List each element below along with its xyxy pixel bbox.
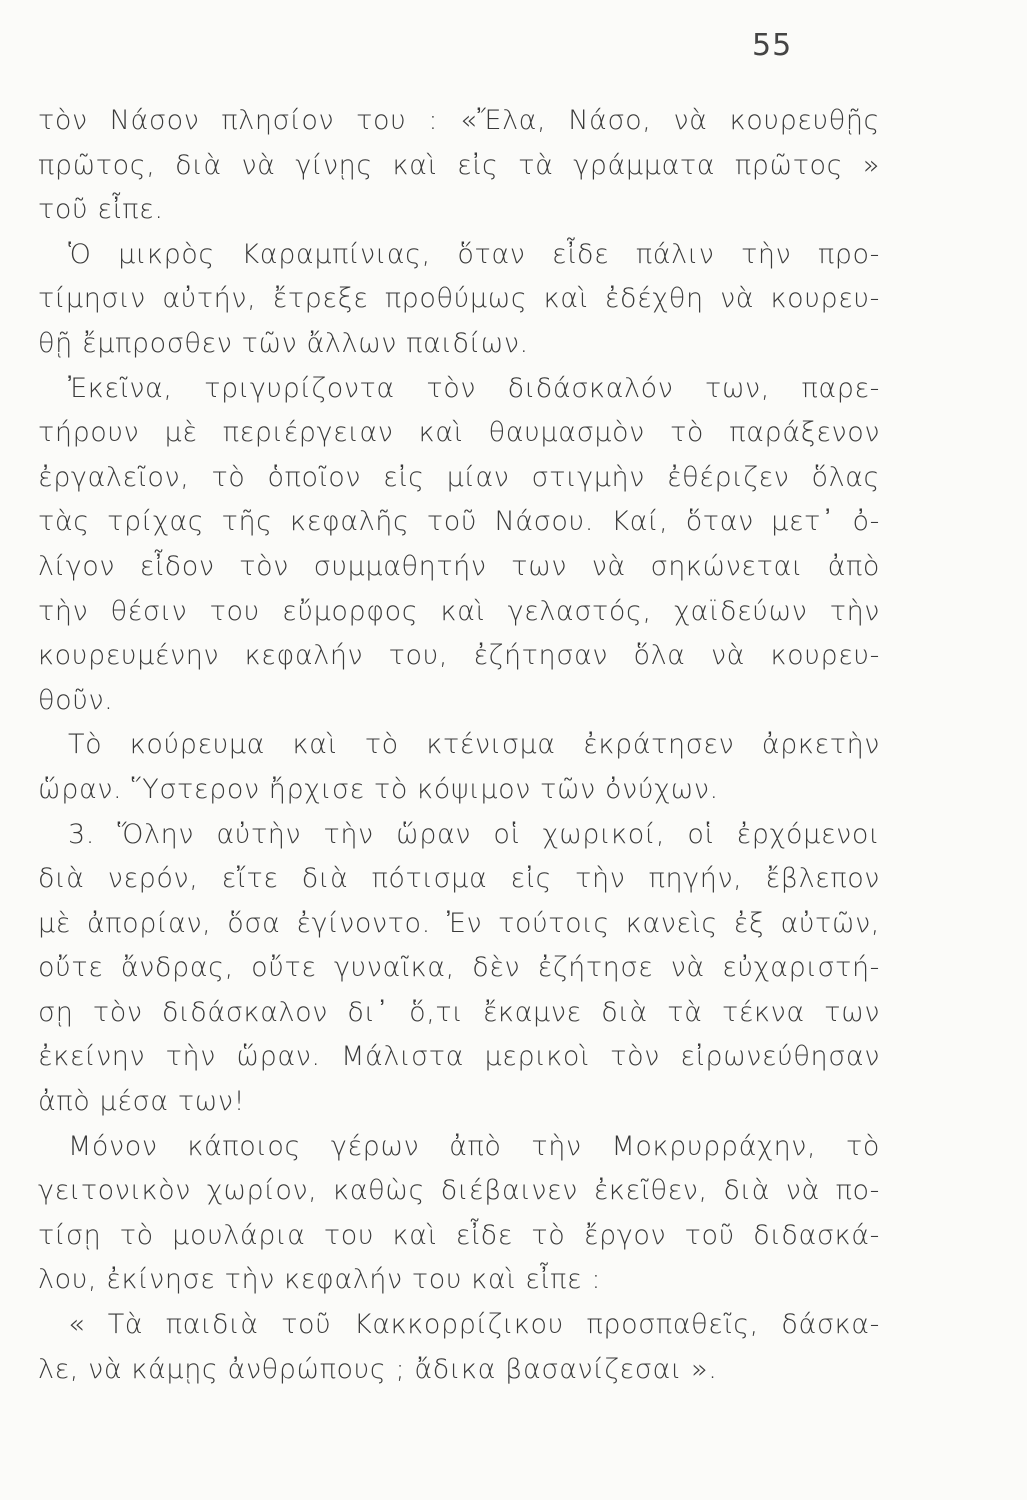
page-body-text	[38, 99, 880, 1392]
text-line: τὰς τρίχας τῆς κεφαλῆς τοῦ Νάσου. Καί, ὅταν μετ᾽ ὀ-	[38, 506, 880, 538]
text-line: τὸν Νάσον πλησίον του : «Ἔλα, Νάσο, νὰ κουρευθῇς	[38, 105, 880, 136]
text-line: τήρουν μὲ περιέργειαν καὶ θαυμασμὸν τὸ παράξενον	[38, 417, 880, 449]
text-line: Μόνον κάποιος γέρων ἀπὸ τὴν Μοκρυρράχην, τὸ	[68, 1130, 880, 1162]
page-number: 55	[752, 28, 793, 63]
text-line: θοῦν.	[38, 684, 114, 716]
text-line: τοῦ εἶπε.	[38, 194, 164, 226]
text-line: μὲ ἀπορίαν, ὅσα ἐγίνοντο. Ἐν τούτοις κανεὶς ἐξ αὐτῶν,	[38, 907, 880, 939]
text-line: τὴν θέσιν του εὔμορφος καὶ γελαστός, χαϊδεύων τὴν	[38, 595, 880, 627]
text-line: Τὸ κούρευμα καὶ τὸ κτένισμα ἐκράτησεν ἀρκετὴν	[68, 729, 880, 761]
text-line: τίσῃ τὸ μουλάρια του καὶ εἶδε τὸ ἔργον τοῦ διδασκά-	[38, 1219, 880, 1251]
text-line: οὔτε ἄνδρας, οὔτε γυναῖκα, δὲν ἐζήτησε νὰ εὐχαριστή-	[38, 952, 880, 984]
text-line: γειτονικὸν χωρίον, καθὼς διέβαινεν ἐκεῖθεν, διὰ νὰ πο-	[38, 1175, 880, 1207]
text-line: 3. Ὅλην αὐτὴν τὴν ὥραν οἱ χωρικοί, οἱ ἐρχόμενοι	[68, 818, 880, 850]
text-line: θῇ ἔμπροσθεν τῶν ἄλλων παιδίων.	[38, 327, 529, 359]
text-line: ἐκείνην τὴν ὥραν. Μάλιστα μερικοὶ τὸν εἰρωνεύθησαν	[38, 1041, 880, 1073]
text-line: πρῶτος, διὰ νὰ γίνῃς καὶ εἰς τὰ γράμματα πρῶτος »	[38, 149, 880, 181]
text-line: ἀπὸ μέσα των!	[38, 1086, 245, 1118]
text-line: κουρευμένην κεφαλήν του, ἐζήτησαν ὅλα νὰ κουρευ-	[38, 640, 880, 672]
text-line: διὰ νερόν, εἴτε διὰ πότισμα εἰς τὴν πηγήν, ἔβλεπον	[38, 863, 880, 895]
text-line: Ὁ μικρὸς Καραμπίνιας, ὅταν εἶδε πάλιν τὴν προ-	[68, 238, 880, 270]
text-line: Ἐκεῖνα, τριγυρίζοντα τὸν διδάσκαλόν των, παρε-	[68, 372, 880, 404]
text-line: σῃ τὸν διδάσκαλον δι᾽ ὅ,τι ἔκαμνε διὰ τὰ τέκνα των	[38, 996, 880, 1028]
text-line: ἐργαλεῖον, τὸ ὁποῖον εἰς μίαν στιγμὴν ἐθέριζεν ὅλας	[38, 461, 880, 493]
text-line: λου, ἐκίνησε τὴν κεφαλήν του καὶ εἶπε :	[38, 1264, 602, 1296]
text-line: λίγον εἶδον τὸν συμμαθητήν των νὰ σηκώνεται ἀπὸ	[38, 550, 880, 582]
text-line: λε, νὰ κάμῃς ἀνθρώπους ; ἄδικα βασανίζεσαι ».	[38, 1353, 718, 1385]
text-line: ὥραν. Ὕστερον ἤρχισε τὸ κόψιμον τῶν ὀνύχων.	[38, 773, 719, 805]
text-line: « Τὰ παιδιὰ τοῦ Κακκορρίζικου προσπαθεῖς, δάσκα-	[68, 1309, 880, 1341]
text-line: τίμησιν αὐτήν, ἔτρεξε προθύμως καὶ ἐδέχθη νὰ κουρευ-	[38, 283, 880, 315]
